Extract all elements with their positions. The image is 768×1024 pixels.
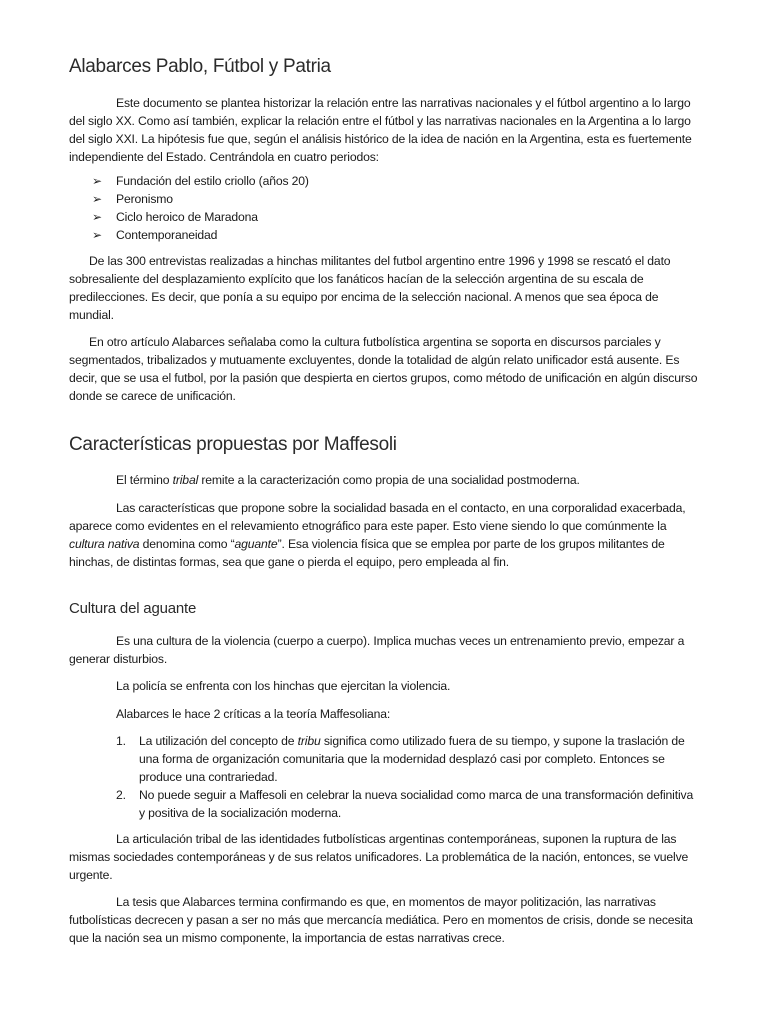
section3-paragraph-4: La articulación tribal de las identidades futbolísticas argentinas contemporáneas, suponen la ruptura de las mismas sociedades contemporáneas y de sus relatos unificadores. La problemática de la nación, entonces, se vuelve urgente. bbox=[69, 832, 689, 882]
intro-paragraph-3: En otro artículo Alabarces señalaba como la cultura futbolística argentina se soporta en discursos parciales y segmentados, tribalizados y mutuamente excluyentes, donde la totalidad de algún relato unificador está ausente. Es decir, que se usa el futbol, por la pasión que despierta en ciertos grupos, como método de unificación en algún discurso donde se carece de unificación. bbox=[69, 335, 698, 403]
list-item: 1. La utilización del concepto de tribu significa como utilizado fuera de su tiempo, y supone la traslación de una forma de organización comunitaria que la modernidad desplazó casi por completo. Entonces se produce una contrariedad. bbox=[116, 734, 685, 784]
list-item: ➢ Contemporaneidad bbox=[92, 228, 218, 242]
intro-paragraph-1: Este documento se plantea historizar la relación entre las narrativas nacionales y el fútbol argentino a lo largo del siglo XX. Como así también, explicar la relación entre el fútbol y las narrativas nacionales en la Argentina a lo largo del siglo XXI. La hipótesis fue que, según el análisis histórico de la idea de nación en la Argentina, esta es fuertemente independiente del Estado. Centrándola en cuatro periodos: bbox=[69, 96, 692, 164]
section-heading-maffesoli: Características propuestas por Maffesoli bbox=[69, 434, 397, 455]
section3-paragraph-1: Es una cultura de la violencia (cuerpo a cuerpo). Implica muchas veces un entrenamiento previo, empezar a generar disturbios. bbox=[69, 634, 685, 666]
arrow-bullet-icon: ➢ bbox=[92, 228, 102, 242]
arrow-bullet-icon: ➢ bbox=[92, 192, 102, 206]
periods-list bbox=[69, 172, 309, 244]
section2-paragraph-1: El término tribal remite a la caracterización como propia de una socialidad postmoderna. bbox=[116, 473, 580, 487]
section3-paragraph-3: Alabarces le hace 2 críticas a la teoría Maffesoliana: bbox=[116, 707, 391, 721]
section3-paragraph-2: La policía se enfrenta con los hinchas que ejercitan la violencia. bbox=[116, 679, 451, 693]
section3-paragraph-5: La tesis que Alabarces termina confirmando es que, en momentos de mayor politización, las narrativas futbolísticas decrecen y pasan a ser no más que mercancía mediática. Pero en momentos de crisis, donde se necesita que la nación sea un mismo componente, la importancia de estas narrativas crece. bbox=[69, 895, 693, 945]
arrow-bullet-icon: ➢ bbox=[92, 210, 102, 224]
intro-paragraph-2: De las 300 entrevistas realizadas a hinchas militantes del futbol argentino entre 1996 y 1998 se rescató el dato sobresaliente del desplazamiento explícito que los fanáticos hacían de la selección argentina de su escala de predilecciones. Es decir, que ponía a su equipo por encima de la selección nacional. A menos que sea época de mundial. bbox=[69, 254, 671, 322]
document-title: Alabarces Pablo, Fútbol y Patria bbox=[69, 56, 331, 77]
list-item: ➢ Peronismo bbox=[92, 192, 173, 206]
list-item: ➢ Fundación del estilo criollo (años 20) bbox=[92, 174, 309, 188]
arrow-bullet-icon: ➢ bbox=[92, 174, 102, 188]
critiques-list bbox=[69, 732, 700, 822]
list-item: ➢ Ciclo heroico de Maradona bbox=[92, 210, 258, 224]
list-item: 2. No puede seguir a Maffesoli en celebrar la nueva socialidad como marca de una transformación definitiva y positiva de la socialización moderna. bbox=[116, 788, 694, 820]
section2-paragraph-2: Las características que propone sobre la socialidad basada en el contacto, en una corporalidad exacerbada, aparece como evidentes en el relevamiento etnográfico para este paper. Esto viene siendo lo que comúnmente la cultura nativa denomina como “aguante”. Esa violencia física que se emplea por parte de los grupos militantes de hinchas, de distintas formas, sea que gane o pierda el equipo, pero empleada al fin. bbox=[69, 501, 686, 569]
subsection-heading-aguante: Cultura del aguante bbox=[69, 600, 197, 617]
